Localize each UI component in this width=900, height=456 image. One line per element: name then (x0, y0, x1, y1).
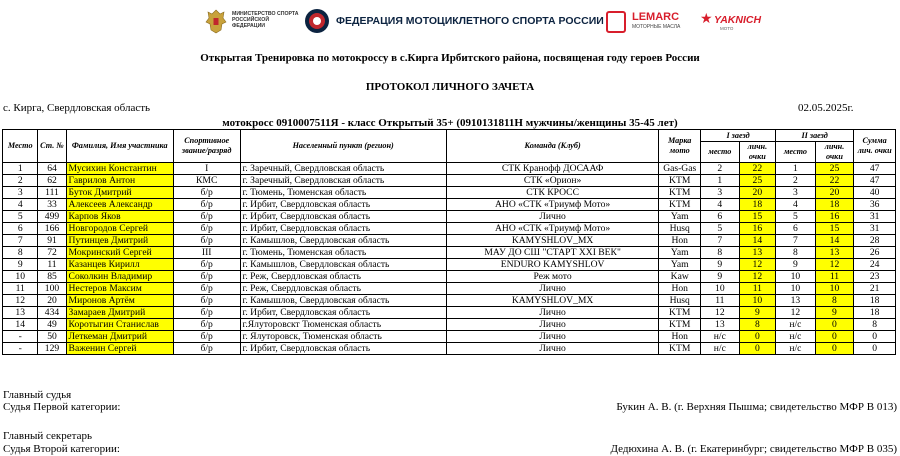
header-place: Место (3, 130, 38, 163)
cell-team: СТК КРОСС (446, 187, 659, 199)
cell-p2: н/с (776, 331, 816, 343)
class-subtitle: мотокросс 0910007511Я - класс Открытый 35+ (0910131811Н мужчины/женщины 35-45 лет) (222, 117, 678, 129)
protocol-title: ПРОТОКОЛ ЛИЧНОГО ЗАЧЕТА (365, 81, 535, 93)
event-date: 02.05.2025г. (798, 102, 854, 114)
cell-o2: 11 (815, 271, 854, 283)
cell-o2: 9 (815, 307, 854, 319)
chief-judge-label: Главный судья (3, 389, 72, 401)
cell-team: Лично (446, 343, 659, 355)
cell-bike: Kaw (659, 271, 701, 283)
cell-o1: 15 (739, 211, 775, 223)
cell-rank: б/р (173, 319, 240, 331)
cell-bike: KTM (659, 199, 701, 211)
secretary-label: Главный секретарь (3, 430, 92, 442)
cell-rank: б/р (173, 283, 240, 295)
table-row (3, 271, 896, 283)
cell-p1: н/с (701, 343, 740, 355)
cell-p1: 10 (701, 283, 740, 295)
cell-rank: б/р (173, 259, 240, 271)
chief-judge-name: Букин А. В. (г. Верхняя Пышма; свидетельство МФР В 013) (616, 401, 897, 413)
header-city: Населенный пункт (регион) (240, 130, 446, 163)
cell-o1: 11 (739, 283, 775, 295)
mfr-emblem-icon (304, 8, 330, 34)
header-heat2-place: место (776, 142, 816, 163)
cell-num: 50 (38, 331, 66, 343)
cell-name: Гаврилов Антон (66, 175, 173, 187)
lemarc-logo (606, 9, 694, 35)
table-row (3, 187, 896, 199)
header-name: Фамилия, Имя участника (66, 130, 173, 163)
cell-p1: 5 (701, 223, 740, 235)
cell-team: Лично (446, 307, 659, 319)
cell-bike: Yam (659, 211, 701, 223)
cell-city: г. Камышлов, Свердловская область (240, 235, 446, 247)
table-row (3, 223, 896, 235)
cell-sum: 31 (854, 223, 896, 235)
cell-p2: 13 (776, 295, 816, 307)
cell-rank: б/р (173, 235, 240, 247)
russian-emblem-icon (205, 8, 227, 34)
cell-p2: н/с (776, 343, 816, 355)
cell-place: 11 (3, 283, 38, 295)
cell-o1: 12 (739, 271, 775, 283)
cell-o1: 14 (739, 235, 775, 247)
cell-place: 12 (3, 295, 38, 307)
cell-place: 8 (3, 247, 38, 259)
cell-bike: Yam (659, 259, 701, 271)
cell-bike: Hon (659, 331, 701, 343)
cell-o1: 13 (739, 247, 775, 259)
cell-p1: н/с (701, 331, 740, 343)
table-row (3, 247, 896, 259)
cell-num: 33 (38, 199, 66, 211)
cell-bike: KTM (659, 175, 701, 187)
cell-num: 166 (38, 223, 66, 235)
cell-p1: 11 (701, 295, 740, 307)
cell-bike: KTM (659, 319, 701, 331)
cell-name: Коротыгин Станислав (66, 319, 173, 331)
lemarc-mark-icon (606, 11, 626, 33)
yaknich-sub: MOTO (720, 26, 734, 31)
cell-place: 9 (3, 259, 38, 271)
cell-sum: 31 (854, 211, 896, 223)
cell-city: г.Ялуторовскт Тюменская область (240, 319, 446, 331)
cell-rank: б/р (173, 295, 240, 307)
cell-sum: 47 (854, 175, 896, 187)
cell-num: 434 (38, 307, 66, 319)
cell-num: 91 (38, 235, 66, 247)
cell-o2: 25 (815, 163, 854, 175)
chief-judge-category: Судья Первой категории: (3, 401, 121, 413)
yaknich-star-icon: ★ (700, 12, 713, 27)
cell-o2: 0 (815, 331, 854, 343)
cell-place: 6 (3, 223, 38, 235)
cell-o2: 8 (815, 295, 854, 307)
cell-p1: 3 (701, 187, 740, 199)
cell-sum: 47 (854, 163, 896, 175)
cell-o2: 16 (815, 211, 854, 223)
cell-place: 4 (3, 199, 38, 211)
cell-city: г. Заречный, Свердловская область (240, 163, 446, 175)
cell-place: 3 (3, 187, 38, 199)
cell-p1: 7 (701, 235, 740, 247)
cell-city: г. Камышлов, Свердловская область (240, 259, 446, 271)
cell-p1: 8 (701, 247, 740, 259)
cell-o2: 15 (815, 223, 854, 235)
table-row (3, 199, 896, 211)
cell-city: г. Камышлов, Свердловская область (240, 295, 446, 307)
cell-p2: 10 (776, 271, 816, 283)
cell-place: 7 (3, 235, 38, 247)
cell-bike: KTM (659, 343, 701, 355)
cell-sum: 0 (854, 343, 896, 355)
cell-team: СТК «Орион» (446, 175, 659, 187)
cell-num: 72 (38, 247, 66, 259)
cell-sum: 28 (854, 235, 896, 247)
cell-p2: 10 (776, 283, 816, 295)
cell-num: 11 (38, 259, 66, 271)
cell-city: г. Реж, Свердловская область (240, 271, 446, 283)
event-title: Открытая Тренировка по мотокроссу в с.Кирга Ирбитского района, посвященая году героев России (200, 52, 700, 64)
cell-p2: 6 (776, 223, 816, 235)
table-row (3, 295, 896, 307)
sponsor-logos (0, 6, 900, 38)
header-team: Команда (Клуб) (446, 130, 659, 163)
table-row (3, 307, 896, 319)
cell-p2: 2 (776, 175, 816, 187)
header-heat1-points: личн. очки (739, 142, 775, 163)
cell-o2: 12 (815, 259, 854, 271)
cell-p2: 9 (776, 259, 816, 271)
cell-sum: 24 (854, 259, 896, 271)
cell-city: г. Тюмень, Тюменская область (240, 247, 446, 259)
cell-o1: 12 (739, 259, 775, 271)
cell-rank: б/р (173, 307, 240, 319)
cell-team: СТК Кранофф ДОСААФ (446, 163, 659, 175)
cell-p1: 2 (701, 163, 740, 175)
cell-o1: 8 (739, 319, 775, 331)
cell-name: Алексеев Александр (66, 199, 173, 211)
table-row (3, 163, 896, 175)
cell-num: 85 (38, 271, 66, 283)
cell-team: KAMYSHLOV_MX (446, 235, 659, 247)
cell-p1: 9 (701, 259, 740, 271)
cell-rank: б/р (173, 331, 240, 343)
cell-city: г. Ирбит, Свердловская область (240, 223, 446, 235)
cell-num: 111 (38, 187, 66, 199)
cell-o2: 0 (815, 319, 854, 331)
cell-rank: б/р (173, 223, 240, 235)
cell-rank: б/р (173, 187, 240, 199)
cell-bike: Husq (659, 223, 701, 235)
federation-logo-text: ФЕДЕРАЦИЯ МОТОЦИКЛЕТНОГО СПОРТА РОССИИ (336, 15, 604, 27)
header-heat2-points: личн. очки (815, 142, 854, 163)
cell-o2: 10 (815, 283, 854, 295)
cell-team: Реж мото (446, 271, 659, 283)
table-row (3, 211, 896, 223)
header-heat2: II заезд (776, 130, 854, 142)
cell-o1: 0 (739, 343, 775, 355)
cell-num: 100 (38, 283, 66, 295)
cell-p2: 7 (776, 235, 816, 247)
cell-name: Новгородов Сергей (66, 223, 173, 235)
cell-name: Миронов Артём (66, 295, 173, 307)
cell-name: Соколкин Владимир (66, 271, 173, 283)
cell-o2: 0 (815, 343, 854, 355)
header-heat1-place: место (701, 142, 740, 163)
cell-city: г. Тюмень, Тюменская область (240, 187, 446, 199)
cell-team: Лично (446, 319, 659, 331)
cell-sum: 18 (854, 295, 896, 307)
cell-name: Буток Дмитрий (66, 187, 173, 199)
cell-p1: 4 (701, 199, 740, 211)
header-rank: Спортивное звание/разряд (173, 130, 240, 163)
secretary-name: Дедюхина А. В. (г. Екатеринбург; свидетельство МФР В 035) (610, 443, 897, 455)
cell-p1: 6 (701, 211, 740, 223)
cell-name: Мусихин Константин (66, 163, 173, 175)
cell-team: Лично (446, 283, 659, 295)
cell-o2: 13 (815, 247, 854, 259)
cell-o1: 16 (739, 223, 775, 235)
cell-sum: 21 (854, 283, 896, 295)
cell-p1: 1 (701, 175, 740, 187)
cell-city: г. Ирбит, Свердловская область (240, 307, 446, 319)
cell-p1: 9 (701, 271, 740, 283)
cell-p2: н/с (776, 319, 816, 331)
cell-num: 62 (38, 175, 66, 187)
cell-sum: 23 (854, 271, 896, 283)
cell-city: г. Ялуторовск, Тюменская область (240, 331, 446, 343)
cell-team: ENDURO KAMYSHLOV (446, 259, 659, 271)
cell-o1: 0 (739, 331, 775, 343)
cell-place: 5 (3, 211, 38, 223)
cell-rank: III (173, 247, 240, 259)
cell-num: 49 (38, 319, 66, 331)
cell-name: Важенин Сергей (66, 343, 173, 355)
cell-bike: Hon (659, 235, 701, 247)
cell-city: г. Заречный, Свердловская область (240, 175, 446, 187)
cell-name: Мокринский Сергей (66, 247, 173, 259)
lemarc-sub: МОТОРНЫЕ МАСЛА (632, 24, 681, 30)
cell-name: Путинцев Дмитрий (66, 235, 173, 247)
cell-bike: Gas-Gas (659, 163, 701, 175)
cell-city: г. Ирбит, Свердловская область (240, 343, 446, 355)
table-row (3, 175, 896, 187)
cell-rank: б/р (173, 211, 240, 223)
cell-sum: 36 (854, 199, 896, 211)
cell-p2: 1 (776, 163, 816, 175)
cell-team: Лично (446, 211, 659, 223)
cell-place: - (3, 331, 38, 343)
cell-city: г. Ирбит, Свердловская область (240, 211, 446, 223)
cell-bike: Hon (659, 283, 701, 295)
cell-o1: 22 (739, 163, 775, 175)
cell-rank: б/р (173, 199, 240, 211)
cell-sum: 0 (854, 331, 896, 343)
cell-place: 2 (3, 175, 38, 187)
cell-o1: 25 (739, 175, 775, 187)
cell-place: - (3, 343, 38, 355)
header-sum: Сумма лич. очки (854, 130, 896, 163)
cell-place: 14 (3, 319, 38, 331)
cell-p2: 4 (776, 199, 816, 211)
cell-o1: 18 (739, 199, 775, 211)
cell-team: АНО «СТК «Триумф Мото» (446, 199, 659, 211)
cell-p1: 13 (701, 319, 740, 331)
cell-sum: 8 (854, 319, 896, 331)
table-row (3, 283, 896, 295)
cell-team: МАУ ДО СШ "СТАРТ XXI ВЕК" (446, 247, 659, 259)
lemarc-name: LEMARC (632, 11, 680, 23)
cell-city: г. Ирбит, Свердловская область (240, 199, 446, 211)
table-row (3, 259, 896, 271)
event-place: с. Кирга, Свердловская область (3, 102, 151, 114)
table-row (3, 235, 896, 247)
cell-o2: 14 (815, 235, 854, 247)
cell-o1: 20 (739, 187, 775, 199)
yaknich-name: YAKNICH (714, 14, 762, 26)
cell-name: Леткеман Дмитрий (66, 331, 173, 343)
cell-name: Замараев Дмитрий (66, 307, 173, 319)
cell-city: г. Реж, Свердловская область (240, 283, 446, 295)
cell-name: Нестеров Максим (66, 283, 173, 295)
cell-rank: б/р (173, 343, 240, 355)
cell-bike: Husq (659, 295, 701, 307)
cell-place: 10 (3, 271, 38, 283)
cell-o1: 9 (739, 307, 775, 319)
header-heat1: I заезд (701, 130, 776, 142)
header-number: Ст. № (38, 130, 66, 163)
cell-num: 20 (38, 295, 66, 307)
cell-p2: 12 (776, 307, 816, 319)
table-row (3, 319, 896, 331)
cell-rank: I (173, 163, 240, 175)
cell-o2: 18 (815, 199, 854, 211)
cell-num: 64 (38, 163, 66, 175)
cell-name: Казанцев Кирилл (66, 259, 173, 271)
cell-o1: 10 (739, 295, 775, 307)
cell-bike: KTM (659, 187, 701, 199)
cell-place: 1 (3, 163, 38, 175)
cell-team: KAMYSHLOV_MX (446, 295, 659, 307)
cell-p2: 5 (776, 211, 816, 223)
cell-num: 129 (38, 343, 66, 355)
cell-rank: КМС (173, 175, 240, 187)
table-row (3, 331, 896, 343)
cell-bike: Yam (659, 247, 701, 259)
cell-team: АНО «СТК «Триумф Мото» (446, 223, 659, 235)
cell-p1: 12 (701, 307, 740, 319)
results-table (2, 129, 896, 355)
cell-sum: 18 (854, 307, 896, 319)
cell-o2: 20 (815, 187, 854, 199)
header-bike: Марка мото (659, 130, 701, 163)
cell-o2: 22 (815, 175, 854, 187)
cell-sum: 40 (854, 187, 896, 199)
cell-rank: б/р (173, 271, 240, 283)
ministry-logo-text: МИНИСТЕРСТВО СПОРТА РОССИЙСКОЙ ФЕДЕРАЦИИ (232, 11, 299, 29)
cell-team: Лично (446, 331, 659, 343)
cell-sum: 26 (854, 247, 896, 259)
yaknich-logo (700, 9, 790, 35)
cell-name: Карпов Яков (66, 211, 173, 223)
cell-p2: 3 (776, 187, 816, 199)
table-row (3, 343, 896, 355)
cell-num: 499 (38, 211, 66, 223)
secretary-category: Судья Второй категории: (3, 443, 120, 455)
cell-place: 13 (3, 307, 38, 319)
cell-bike: KTM (659, 307, 701, 319)
cell-p2: 8 (776, 247, 816, 259)
